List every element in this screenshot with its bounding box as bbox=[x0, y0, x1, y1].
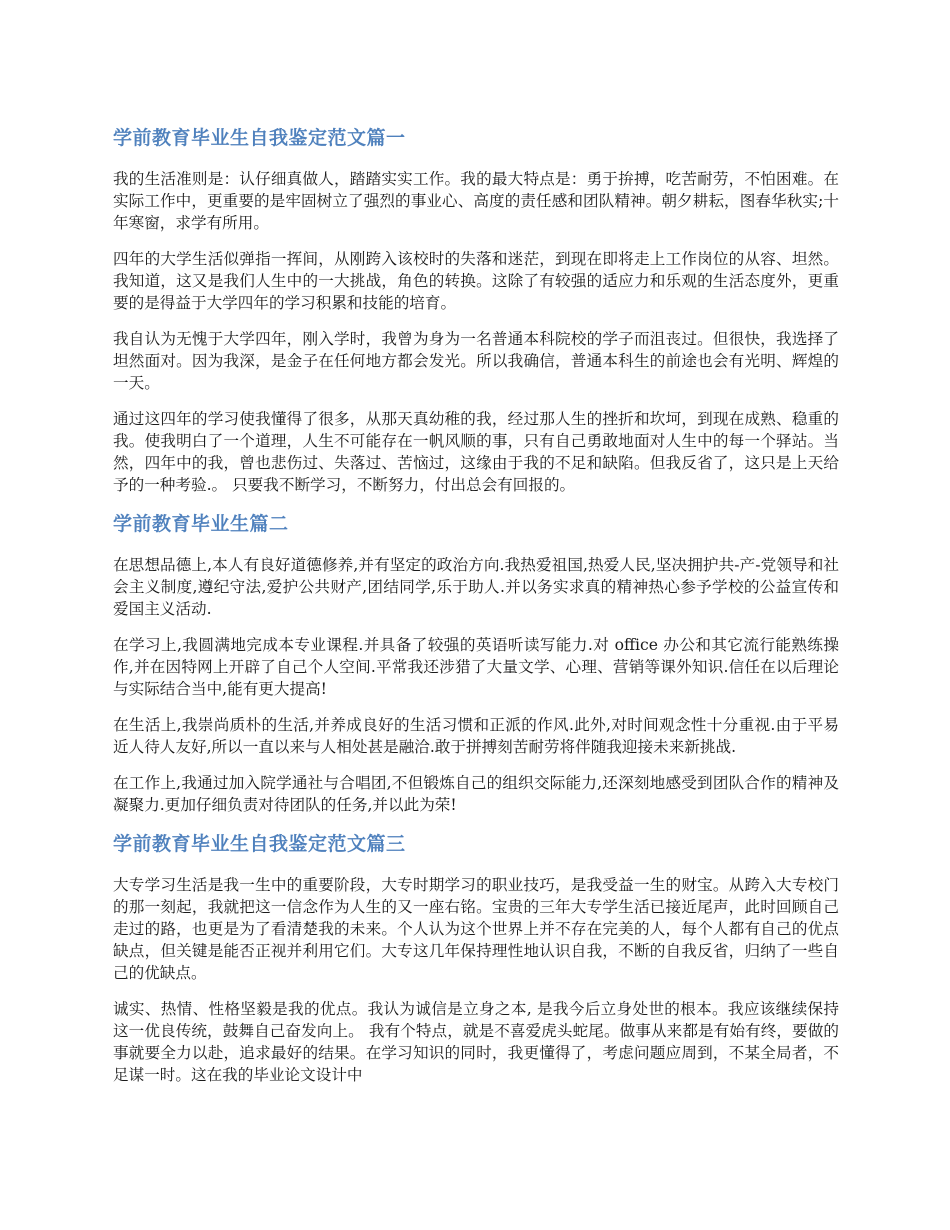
document-page bbox=[113, 124, 839, 1100]
paragraph: 诚实、热情、性格坚毅是我的优点。我认为诚信是立身之本, 是我今后立身处世的根本。我应该继续保持这一优良传统，鼓舞自己奋发向上。 我有个特点，就是不喜爱虎头蛇尾。做事从来都是有始有终，要做的事就要全力以赴，追求最好的结果。在学习知识的同时，我更懂得了，考虑问题应周到，不某全局者，不足谋一时。这在我的毕业论文设计中 bbox=[113, 1000, 839, 1084]
section-heading: 学前教育毕业生自我鉴定范文篇三 bbox=[113, 833, 406, 855]
paragraph: 在思想品德上,本人有良好道德修养,并有坚定的政治方向.我热爱祖国,热爱人民,坚决拥护共-产-党领导和社会主义制度,遵纪守法,爱护公共财产,团结同学,乐于助人.并以务实求真的精神热心参予学校的公益宣传和爱国主义活动. bbox=[113, 556, 839, 618]
section-3 bbox=[113, 830, 839, 1086]
paragraph: 通过这四年的学习使我懂得了很多，从那天真幼稚的我，经过那人生的挫折和坎坷，到现在成熟、稳重的我。使我明白了一个道理，人生不可能存在一帆风顺的事，只有自己勇敢地面对人生中的每一个驿站。当然，四年中的我，曾也悲伤过、失落过、苦恼过，这缘由于我的不足和缺陷。但我反省了，这只是上天给予的一种考验.。 只要我不断学习，不断努力，付出总会有回报的。 bbox=[113, 410, 839, 494]
section-1 bbox=[113, 124, 839, 496]
paragraph: 我的生活准则是：认仔细真做人，踏踏实实工作。我的最大特点是：勇于拚搏，吃苦耐劳，不怕困难。在实际工作中，更重要的是牢固树立了强烈的事业心、高度的责任感和团队精神。朝夕耕耘，图春华秋实;十年寒窗，求学有所用。 bbox=[113, 170, 839, 232]
paragraph: 四年的大学生活似弹指一挥间，从刚跨入该校时的失落和迷茫，到现在即将走上工作岗位的从容、坦然。我知道，这又是我们人生中的一大挑战，角色的转换。这除了有较强的适应力和乐观的生活态度外，更重要的是得益于大学四年的学习积累和技能的培育。 bbox=[113, 250, 839, 312]
paragraph: 在工作上,我通过加入院学通社与合唱团,不但锻炼自己的组织交际能力,还深刻地感受到团队合作的精神及凝聚力.更加仔细负责对待团队的任务,并以此为荣! bbox=[113, 774, 839, 814]
paragraph: 大专学习生活是我一生中的重要阶段，大专时期学习的职业技巧，是我受益一生的财宝。从跨入大专校门的那一刻起，我就把这一信念作为人生的又一座右铭。宝贵的三年大专学生活已接近尾声，此时回顾自己走过的路，也更是为了看清楚我的未来。个人认为这个世界上并不存在完美的人，每个人都有自己的优点缺点，但关键是能否正视并利用它们。大专这几年保持理性地认识自我，不断的自我反省，归纳了一些自己的优缺点。 bbox=[113, 876, 839, 982]
paragraph: 我自认为无愧于大学四年，刚入学时，我曾为身为一名普通本科院校的学子而沮丧过。但很快，我选择了坦然面对。因为我深，是金子在任何地方都会发光。所以我确信，普通本科生的前途也会有光明、辉煌的一天。 bbox=[113, 330, 839, 392]
section-2 bbox=[113, 510, 839, 816]
section-heading: 学前教育毕业生篇二 bbox=[113, 513, 289, 535]
section-heading: 学前教育毕业生自我鉴定范文篇一 bbox=[113, 127, 406, 149]
paragraph: 在生活上,我崇尚质朴的生活,并养成良好的生活习惯和正派的作风.此外,对时间观念性十分重视.由于平易近人待人友好,所以一直以来与人相处甚是融洽.敢于拼搏刻苦耐劳将伴随我迎接未来新挑战. bbox=[113, 716, 839, 756]
paragraph: 在学习上,我圆满地完成本专业课程.并具备了较强的英语听读写能力.对 office 办公和其它流行能熟练操作,并在因特网上开辟了自己个人空间.平常我还涉猎了大量文学、心理、营销等课外知识.信任在以后理论与实际结合当中,能有更大提高! bbox=[113, 636, 839, 698]
